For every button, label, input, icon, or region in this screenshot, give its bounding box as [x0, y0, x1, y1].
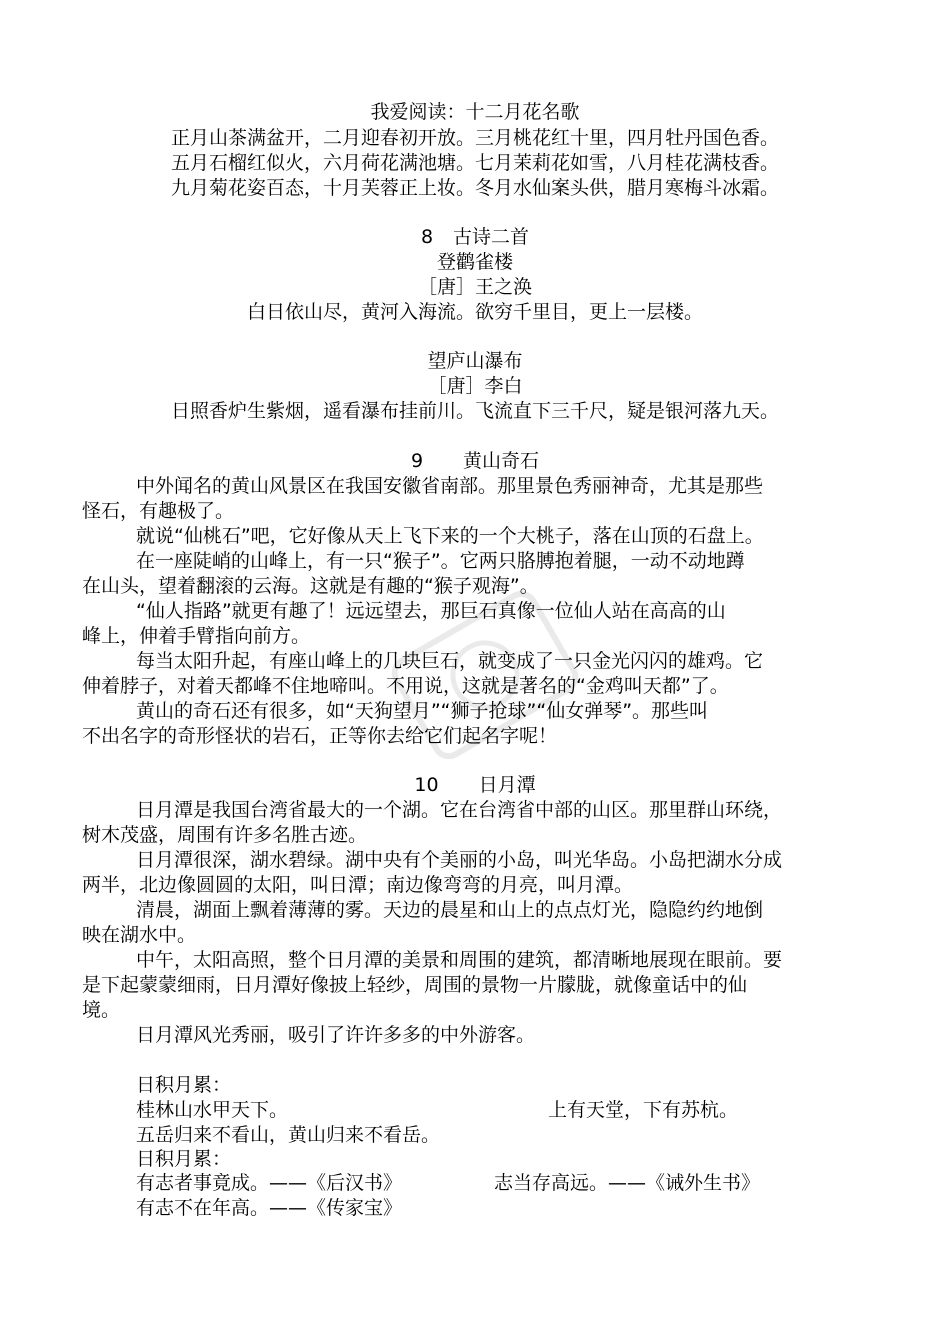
lesson10-line: 树木茂盛，周围有许多名胜古迹。 — [82, 824, 368, 846]
lesson10-number: 10 — [414, 774, 439, 796]
lesson10-heading — [0, 772, 950, 798]
reading-line: 正月山茶满盆开，二月迎春初开放。三月桃花红十里，四月牡丹国色香。 — [170, 127, 779, 149]
reading-line: 五月石榴红似火，六月荷花满池塘。七月茉莉花如雪，八月桂花满枝香。 — [170, 152, 779, 174]
lesson10-line: 两半，北边像圆圆的太阳，叫日潭；南边像弯弯的月亮，叫月潭。 — [82, 874, 634, 896]
lesson10-line: 映在湖水中。 — [82, 924, 197, 946]
lesson9-line: 怪石，有趣极了。 — [82, 500, 235, 522]
lesson10-title: 日月潭 — [478, 774, 536, 796]
lesson8-title: 古诗二首 — [453, 226, 530, 248]
lesson8-heading — [0, 224, 950, 250]
accumulation1-item: 桂林山水甲天下。 — [136, 1099, 289, 1121]
poem2-text: 日照香炉生紫烟，遥看瀑布挂前川。飞流直下三千尺，疑是银河落九天。 — [170, 400, 779, 422]
lesson9-line: 在山头，望着翻滚的云海。这就是有趣的“猴子观海”。 — [82, 575, 539, 597]
lesson10-line: 境。 — [82, 999, 121, 1021]
lesson9-line: 每当太阳升起，有座山峰上的几块巨石，就变成了一只金光闪闪的雄鸡。它 — [136, 650, 764, 672]
lesson9-line: 峰上，伸着手臂指向前方。 — [82, 625, 311, 647]
poem1-title: 登鹳雀楼 — [436, 251, 513, 273]
accumulation2-item: 有志者事竟成。——《后汉书》 — [136, 1172, 403, 1194]
accumulation1-item: 上有天堂，下有苏杭。 — [548, 1099, 739, 1121]
poem1-text: 白日依山尽，黄河入海流。欲穷千里目，更上一层楼。 — [246, 301, 703, 323]
lesson9-line: 中外闻名的黄山风景区在我国安徽省南部。那里景色秀丽神奇，尤其是那些 — [136, 475, 764, 497]
lesson10-line: 中午，太阳高照，整个日月潭的美景和周围的建筑，都清晰地展现在眼前。要 — [136, 949, 783, 971]
lesson9-line: “仙人指路”就更有趣了！远远望去，那巨石真像一位仙人站在高高的山 — [136, 600, 726, 622]
reading-line: 九月菊花姿百态，十月芙蓉正上妆。冬月水仙案头供，腊月寒梅斗冰霜。 — [170, 177, 779, 199]
accumulation1-item: 五岳归来不看山，黄山归来不看岳。 — [136, 1124, 441, 1146]
poem2-title: 望庐山瀑布 — [427, 350, 523, 372]
lesson10-line: 日月潭风光秀丽，吸引了许许多多的中外游客。 — [136, 1024, 536, 1046]
lesson9-line: 就说“仙桃石”吧，它好像从天上飞下来的一个大桃子，落在山顶的石盘上。 — [136, 525, 764, 547]
lesson9-line: 黄山的奇石还有很多，如“天狗望月”“狮子抢球”“仙女弹琴”。那些叫 — [136, 700, 709, 722]
lesson9-title: 黄山奇石 — [463, 450, 540, 472]
accumulation1-label: 日积月累： — [136, 1074, 232, 1096]
lesson10-line: 清晨，湖面上飘着薄薄的雾。天边的晨星和山上的点点灯光，隐隐约约地倒 — [136, 899, 764, 921]
reading-title: 我爱阅读：十二月花名歌 — [370, 101, 580, 123]
lesson9-line: 伸着脖子，对着天都峰不住地啼叫。不用说，这就是著名的“金鸡叫天都”了。 — [82, 675, 729, 697]
accumulation2-item: 志当存高远。——《诫外生书》 — [494, 1172, 761, 1194]
lesson9-number: 9 — [410, 450, 424, 472]
lesson9-heading — [0, 448, 950, 474]
accumulation2-label: 日积月累： — [136, 1148, 232, 1170]
lesson10-line: 日月潭很深，湖水碧绿。湖中央有个美丽的小岛，叫光华岛。小岛把湖水分成 — [136, 849, 783, 871]
lesson9-line: 在一座陡峭的山峰上，有一只“猴子”。它两只胳膊抱着腿，一动不动地蹲 — [136, 550, 745, 572]
lesson10-line: 是下起蒙蒙细雨，日月潭好像披上轻纱，周围的景物一片朦胧，就像童话中的仙 — [82, 974, 748, 996]
poem2-author: ［唐］李白 — [427, 375, 523, 397]
lesson10-line: 日月潭是我国台湾省最大的一个湖。它在台湾省中部的山区。那里群山环绕， — [136, 799, 783, 821]
poem1-author: ［唐］王之涣 — [417, 276, 532, 298]
lesson8-number: 8 — [420, 226, 434, 248]
lesson9-line: 不出名字的奇形怪状的岩石，正等你去给它们起名字呢！ — [82, 725, 558, 747]
accumulation2-item: 有志不在年高。——《传家宝》 — [136, 1197, 403, 1219]
